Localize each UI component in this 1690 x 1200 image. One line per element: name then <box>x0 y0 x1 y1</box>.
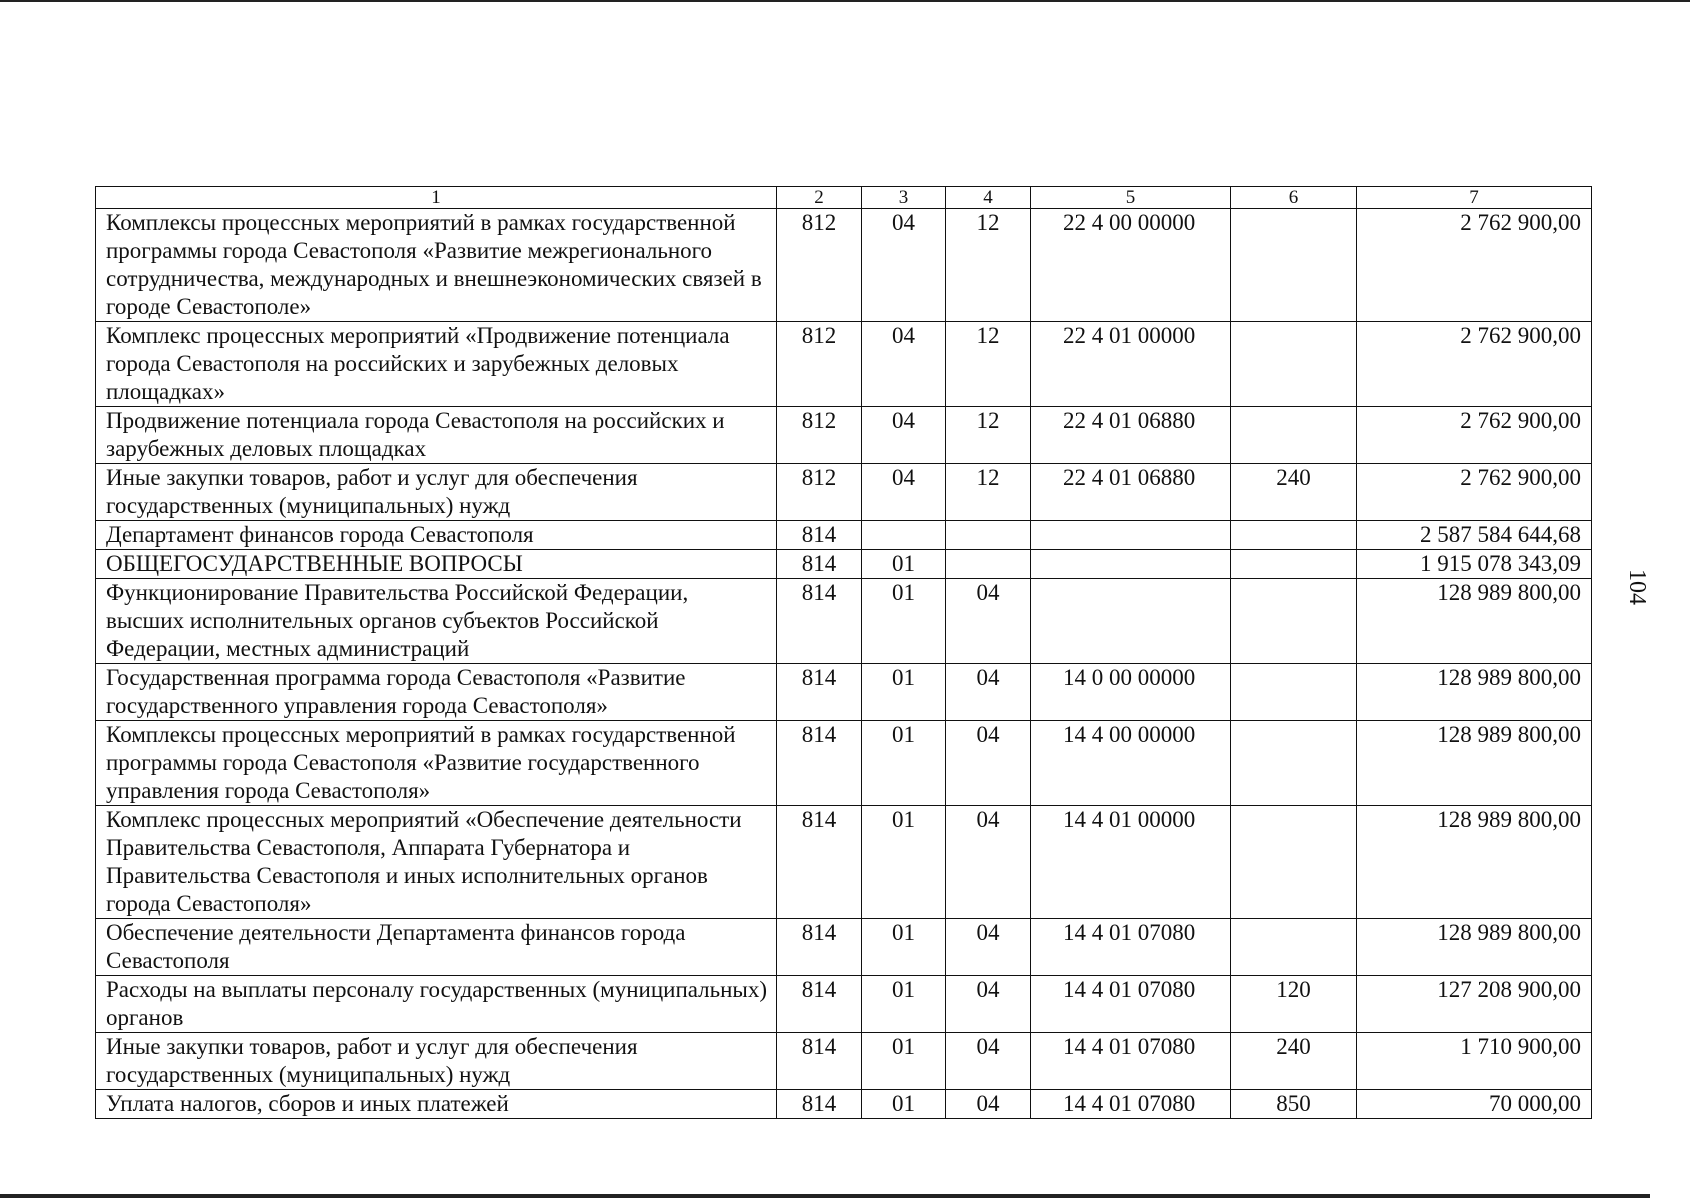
row-amount-cell: 128 989 800,00 <box>1357 579 1592 664</box>
row-subsection-cell: 04 <box>946 1033 1031 1090</box>
row-subsection-cell: 04 <box>946 579 1031 664</box>
row-subsection-cell: 12 <box>946 322 1031 407</box>
row-subsection-cell: 12 <box>946 464 1031 521</box>
row-amount-cell: 128 989 800,00 <box>1357 664 1592 721</box>
row-target-article-cell <box>1031 521 1231 550</box>
row-target-article-cell: 22 4 01 06880 <box>1031 464 1231 521</box>
row-grbs-cell: 812 <box>777 322 862 407</box>
row-name-cell: Департамент финансов города Севастополя <box>96 521 777 550</box>
row-section-cell: 04 <box>862 464 946 521</box>
row-subsection-cell: 04 <box>946 1090 1031 1119</box>
row-grbs-cell: 814 <box>777 1033 862 1090</box>
row-expense-type-cell: 240 <box>1231 1033 1357 1090</box>
row-grbs-cell: 812 <box>777 209 862 322</box>
row-expense-type-cell <box>1231 407 1357 464</box>
row-amount-cell: 70 000,00 <box>1357 1090 1592 1119</box>
row-grbs-cell: 814 <box>777 521 862 550</box>
row-amount-cell: 2 762 900,00 <box>1357 209 1592 322</box>
row-target-article-cell: 22 4 01 00000 <box>1031 322 1231 407</box>
table-row <box>96 579 1592 664</box>
row-grbs-cell: 812 <box>777 407 862 464</box>
row-name-cell: Государственная программа города Севастополя «Развитие государственного управления города Севастополя» <box>96 664 777 721</box>
row-name-cell: ОБЩЕГОСУДАРСТВЕННЫЕ ВОПРОСЫ <box>96 550 777 579</box>
row-expense-type-cell <box>1231 521 1357 550</box>
row-section-cell: 01 <box>862 721 946 806</box>
row-name-cell: Обеспечение деятельности Департамента финансов города Севастополя <box>96 919 777 976</box>
table-row <box>96 209 1592 322</box>
row-subsection-cell: 04 <box>946 976 1031 1033</box>
row-grbs-cell: 814 <box>777 1090 862 1119</box>
page-top-border <box>0 0 1690 2</box>
row-section-cell: 01 <box>862 579 946 664</box>
row-target-article-cell: 14 4 01 07080 <box>1031 1033 1231 1090</box>
row-expense-type-cell <box>1231 579 1357 664</box>
row-expense-type-cell: 240 <box>1231 464 1357 521</box>
row-target-article-cell <box>1031 550 1231 579</box>
table-row <box>96 721 1592 806</box>
table-row <box>96 521 1592 550</box>
row-expense-type-cell: 120 <box>1231 976 1357 1033</box>
header-col-4: 4 <box>946 187 1031 209</box>
row-section-cell: 04 <box>862 322 946 407</box>
row-section-cell: 01 <box>862 550 946 579</box>
row-name-cell: Комплексы процессных мероприятий в рамках государственной программы города Севастополя «Развитие государственного управления города Севастополя» <box>96 721 777 806</box>
row-target-article-cell: 14 4 00 00000 <box>1031 721 1231 806</box>
table-row <box>96 550 1592 579</box>
table-row <box>96 1090 1592 1119</box>
row-target-article-cell: 14 0 00 00000 <box>1031 664 1231 721</box>
row-target-article-cell: 14 4 01 07080 <box>1031 919 1231 976</box>
row-grbs-cell: 814 <box>777 976 862 1033</box>
row-section-cell: 01 <box>862 664 946 721</box>
row-target-article-cell: 22 4 00 00000 <box>1031 209 1231 322</box>
header-col-7: 7 <box>1357 187 1592 209</box>
row-section-cell: 01 <box>862 806 946 919</box>
table-row <box>96 407 1592 464</box>
row-amount-cell: 1 915 078 343,09 <box>1357 550 1592 579</box>
page-bottom-border <box>0 1194 1650 1198</box>
row-grbs-cell: 812 <box>777 464 862 521</box>
row-amount-cell: 2 587 584 644,68 <box>1357 521 1592 550</box>
row-expense-type-cell <box>1231 919 1357 976</box>
row-amount-cell: 128 989 800,00 <box>1357 721 1592 806</box>
row-name-cell: Иные закупки товаров, работ и услуг для обеспечения государственных (муниципальных) нужд <box>96 1033 777 1090</box>
row-expense-type-cell: 850 <box>1231 1090 1357 1119</box>
row-section-cell: 01 <box>862 919 946 976</box>
row-grbs-cell: 814 <box>777 664 862 721</box>
row-name-cell: Комплексы процессных мероприятий в рамках государственной программы города Севастополя «Развитие межрегионального сотрудничества, международных и внешнеэкономических связей в городе Севастополе» <box>96 209 777 322</box>
row-amount-cell: 2 762 900,00 <box>1357 464 1592 521</box>
row-section-cell: 04 <box>862 407 946 464</box>
row-subsection-cell: 04 <box>946 721 1031 806</box>
row-expense-type-cell <box>1231 721 1357 806</box>
header-col-6: 6 <box>1231 187 1357 209</box>
row-grbs-cell: 814 <box>777 919 862 976</box>
row-name-cell: Комплекс процессных мероприятий «Обеспечение деятельности Правительства Севастополя, Аппарата Губернатора и Правительства Севастополя и иных исполнительных органов города Севастополя» <box>96 806 777 919</box>
page-number: 104 <box>1624 569 1650 605</box>
table-row <box>96 664 1592 721</box>
row-expense-type-cell <box>1231 322 1357 407</box>
row-amount-cell: 2 762 900,00 <box>1357 322 1592 407</box>
header-col-5: 5 <box>1031 187 1231 209</box>
row-section-cell: 04 <box>862 209 946 322</box>
row-target-article-cell: 14 4 01 00000 <box>1031 806 1231 919</box>
row-amount-cell: 128 989 800,00 <box>1357 806 1592 919</box>
row-grbs-cell: 814 <box>777 550 862 579</box>
row-grbs-cell: 814 <box>777 579 862 664</box>
row-subsection-cell <box>946 550 1031 579</box>
row-amount-cell: 1 710 900,00 <box>1357 1033 1592 1090</box>
row-subsection-cell: 04 <box>946 664 1031 721</box>
row-target-article-cell: 14 4 01 07080 <box>1031 976 1231 1033</box>
row-section-cell: 01 <box>862 1090 946 1119</box>
table-header-row <box>96 187 1592 209</box>
row-grbs-cell: 814 <box>777 721 862 806</box>
header-col-1: 1 <box>96 187 777 209</box>
table-row <box>96 976 1592 1033</box>
row-expense-type-cell <box>1231 550 1357 579</box>
row-name-cell: Функционирование Правительства Российской Федерации, высших исполнительных органов субъектов Российской Федерации, местных администраций <box>96 579 777 664</box>
row-amount-cell: 2 762 900,00 <box>1357 407 1592 464</box>
row-amount-cell: 127 208 900,00 <box>1357 976 1592 1033</box>
row-target-article-cell: 22 4 01 06880 <box>1031 407 1231 464</box>
row-section-cell <box>862 521 946 550</box>
row-name-cell: Комплекс процессных мероприятий «Продвижение потенциала города Севастополя на российских и зарубежных деловых площадках» <box>96 322 777 407</box>
table-row <box>96 919 1592 976</box>
table-row <box>96 464 1592 521</box>
row-subsection-cell: 12 <box>946 209 1031 322</box>
table-row <box>96 806 1592 919</box>
row-name-cell: Расходы на выплаты персоналу государственных (муниципальных) органов <box>96 976 777 1033</box>
row-expense-type-cell <box>1231 664 1357 721</box>
header-col-3: 3 <box>862 187 946 209</box>
table-row <box>96 322 1592 407</box>
row-subsection-cell: 04 <box>946 919 1031 976</box>
row-subsection-cell: 04 <box>946 806 1031 919</box>
budget-table <box>95 186 1592 1119</box>
row-grbs-cell: 814 <box>777 806 862 919</box>
row-target-article-cell <box>1031 579 1231 664</box>
row-amount-cell: 128 989 800,00 <box>1357 919 1592 976</box>
row-subsection-cell: 12 <box>946 407 1031 464</box>
row-name-cell: Уплата налогов, сборов и иных платежей <box>96 1090 777 1119</box>
row-subsection-cell <box>946 521 1031 550</box>
table-row <box>96 1033 1592 1090</box>
row-target-article-cell: 14 4 01 07080 <box>1031 1090 1231 1119</box>
row-name-cell: Иные закупки товаров, работ и услуг для обеспечения государственных (муниципальных) нужд <box>96 464 777 521</box>
row-expense-type-cell <box>1231 806 1357 919</box>
row-expense-type-cell <box>1231 209 1357 322</box>
row-name-cell: Продвижение потенциала города Севастополя на российских и зарубежных деловых площадках <box>96 407 777 464</box>
row-section-cell: 01 <box>862 1033 946 1090</box>
row-section-cell: 01 <box>862 976 946 1033</box>
header-col-2: 2 <box>777 187 862 209</box>
